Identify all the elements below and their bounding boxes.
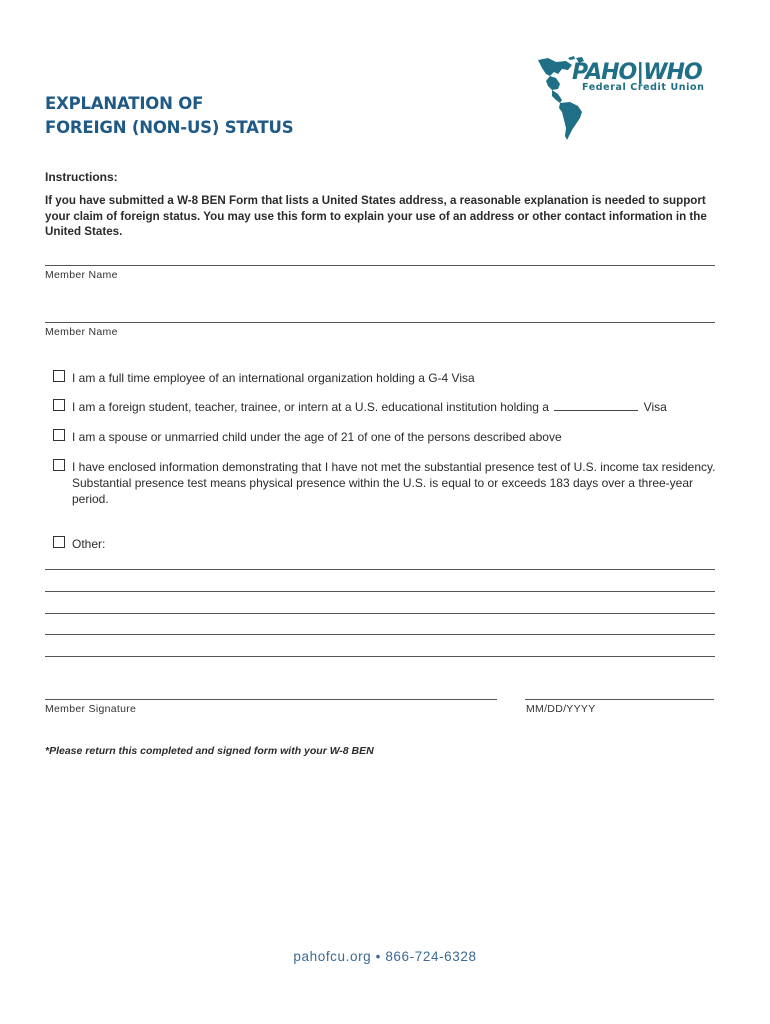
option-foreign-student: [53, 399, 718, 415]
instructions-label: Instructions:: [45, 170, 118, 184]
option-foreign-student-label: [72, 399, 718, 415]
member-name-line-1[interactable]: [45, 265, 715, 266]
page-title: [45, 92, 293, 140]
option-other-label: Other:: [72, 537, 106, 551]
visa-type-blank[interactable]: [554, 400, 638, 411]
option-substantial-presence: [53, 459, 718, 507]
other-line-4[interactable]: [45, 634, 715, 635]
option-substantial-presence-label: I have enclosed information demonstrating that I have not met the substantial presence test of U.S. income tax residency. Substantial presence test means physical presence within the U.S. is equal to or exceeds 183 days over a three-year period.: [72, 460, 716, 506]
return-note: *Please return this completed and signed form with your W-8 BEN: [45, 745, 374, 757]
option-foreign-student-text: I am a foreign student, teacher, trainee, or intern at a U.S. educational institution holding a: [72, 400, 549, 414]
other-line-1[interactable]: [45, 569, 715, 570]
option-g4-visa-label: I am a full time employee of an international organization holding a G-4 Visa: [72, 371, 475, 385]
signature-label: Member Signature: [45, 703, 137, 715]
title-line-2: FOREIGN (NON-US) STATUS: [45, 118, 294, 137]
member-name-line-2[interactable]: [45, 322, 715, 323]
other-line-3[interactable]: [45, 613, 715, 614]
checkbox-other[interactable]: [53, 536, 65, 548]
other-line-2[interactable]: [45, 591, 715, 592]
option-spouse-child: [53, 429, 718, 445]
checkbox-spouse-child[interactable]: [53, 429, 65, 441]
checkbox-g4-visa[interactable]: [53, 370, 65, 382]
option-spouse-child-label: I am a spouse or unmarried child under the age of 21 of one of the persons described above: [72, 430, 562, 444]
title-line-1: EXPLANATION OF: [45, 94, 204, 113]
option-foreign-student-suffix: Visa: [643, 400, 667, 414]
member-name-label-2: Member Name: [45, 326, 118, 338]
instructions-body: If you have submitted a W-8 BEN Form that lists a United States address, a reasonable explanation is needed to support your claim of foreign status. You may use this form to explain your use of an address or other contact information in the United States.: [45, 194, 707, 238]
logo-subtitle: Federal Credit Union: [582, 82, 705, 93]
date-label: MM/DD/YYYY: [526, 703, 596, 715]
member-name-label-1: Member Name: [45, 269, 118, 281]
checkbox-substantial-presence[interactable]: [53, 459, 65, 471]
footer-contact: pahofcu.org • 866-724-6328: [293, 949, 477, 964]
option-g4-visa: [53, 370, 718, 386]
signature-line[interactable]: [45, 699, 497, 700]
option-other: [53, 536, 718, 552]
logo-wordmark: PAHO|WHO: [572, 60, 702, 85]
date-line[interactable]: [525, 699, 714, 700]
other-line-5[interactable]: [45, 656, 715, 657]
checkbox-foreign-student[interactable]: [53, 399, 65, 411]
